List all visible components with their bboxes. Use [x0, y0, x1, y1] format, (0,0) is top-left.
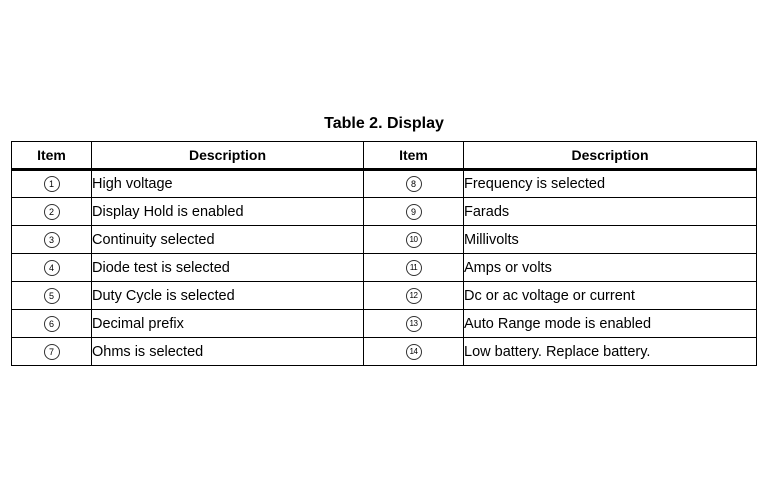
item-cell [364, 338, 464, 366]
item-number: 11 [406, 260, 422, 276]
item-number: 12 [406, 288, 422, 304]
description-cell: Dc or ac voltage or current [464, 282, 757, 310]
table-row [12, 254, 757, 282]
description-cell: Frequency is selected [464, 170, 757, 198]
item-cell [364, 198, 464, 226]
item-cell [364, 310, 464, 338]
description-cell: Display Hold is enabled [92, 198, 364, 226]
item-cell [12, 282, 92, 310]
table-row [12, 338, 757, 366]
item-number: 2 [44, 204, 60, 220]
description-cell: Decimal prefix [92, 310, 364, 338]
item-number: 4 [44, 260, 60, 276]
table-title: Table 2. Display [324, 115, 444, 132]
table-row [12, 310, 757, 338]
item-cell [12, 254, 92, 282]
description-cell: Amps or volts [464, 254, 757, 282]
item-number: 1 [44, 176, 60, 192]
header-item-left: Item [12, 142, 92, 170]
header-description-left: Description [92, 142, 364, 170]
item-cell [12, 198, 92, 226]
item-number: 14 [406, 344, 422, 360]
item-cell [364, 254, 464, 282]
description-cell: High voltage [92, 170, 364, 198]
item-number: 5 [44, 288, 60, 304]
item-number: 7 [44, 344, 60, 360]
item-number: 3 [44, 232, 60, 248]
table-row [12, 282, 757, 310]
display-table [11, 141, 757, 366]
description-cell: Auto Range mode is enabled [464, 310, 757, 338]
item-cell [364, 170, 464, 198]
table-row [12, 198, 757, 226]
header-item-right: Item [364, 142, 464, 170]
item-number: 8 [406, 176, 422, 192]
item-number: 9 [406, 204, 422, 220]
item-cell [12, 170, 92, 198]
description-cell: Millivolts [464, 226, 757, 254]
item-number: 6 [44, 316, 60, 332]
item-cell [12, 338, 92, 366]
item-number: 10 [406, 232, 422, 248]
table-row [12, 226, 757, 254]
item-cell [12, 310, 92, 338]
header-description-right: Description [464, 142, 757, 170]
item-cell [364, 282, 464, 310]
item-number: 13 [406, 316, 422, 332]
item-cell [12, 226, 92, 254]
item-cell [364, 226, 464, 254]
description-cell: Duty Cycle is selected [92, 282, 364, 310]
description-cell: Continuity selected [92, 226, 364, 254]
description-cell: Ohms is selected [92, 338, 364, 366]
description-cell: Farads [464, 198, 757, 226]
description-cell: Diode test is selected [92, 254, 364, 282]
description-cell: Low battery. Replace battery. [464, 338, 757, 366]
table-row [12, 170, 757, 198]
header-row [12, 142, 757, 170]
